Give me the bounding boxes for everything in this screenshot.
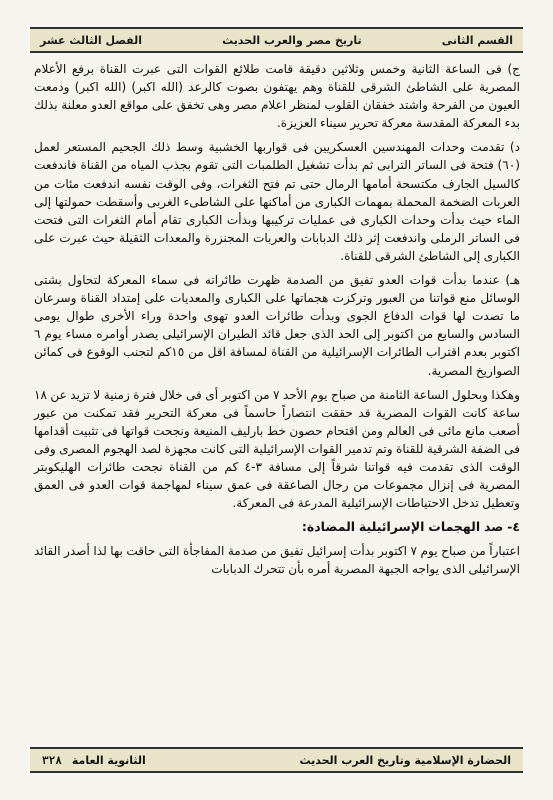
header-section: القسم الثانى	[441, 33, 513, 47]
page-footer	[30, 747, 523, 773]
page-number: ٣٢٨	[42, 753, 62, 767]
paragraph-h: هـ) عندما بدأت قوات العدو تفيق من الصدمة ظهرت طائراته فى سماء المعركة لتحاول بشتى الوسائل منع قواتنا من العبور وتركزت هجماتها على الكبارى والمعديات على إمتداد القناة وسرعان ما تصدت لها قوات الدفاع الجوى وبدأت طائرات العدو تهوى واحدة وراء الأخرى طوال يومى السادس والسابع من اكتوبر إلى الحد الذى جعل قائد الطيران الإسرائيلى يصدر أوامره مساء يوم ٦ اكتوبر بعدم اقتراب الطائرات الإسرائيلية من القناة لمسافة اقل من ١٥كم لتجنب الوقوع فى كمائن الصواريخ المصرية.	[34, 273, 520, 378]
footer-book-title: الحضارة الإسلامية وتاريخ العرب الحديث	[299, 753, 511, 767]
header-title: تاريخ مصر والعرب الحديث	[222, 33, 362, 47]
header-chapter: الفصل الثالث عشر	[40, 33, 142, 47]
paragraph-c: ج) فى الساعة الثانية وخمس وثلاثين دقيقة قامت طلائع القوات التى عبرت القناة برفع الأعلام المصرية على الشاطئ الشرقى للقناة وهم يهتفون بصوت كالرعد (الله اكبر) (الله اكبر) ودمعت العيون من الفرحة واشتد خفقان القلوب لمنظر اعلام مصر وهى تخفق على مواقع العدو معلنة بذلك بدء المعركة المقدسة معركة تحرير سيناء العزيزة.	[34, 62, 520, 131]
footer-left	[42, 754, 146, 767]
section-heading: ٤- صد الهجمات الإسرائيلية المضادة:	[301, 519, 520, 535]
footer-right	[300, 754, 512, 767]
page-header	[30, 27, 523, 53]
paragraph-d: د) تقدمت وحدات المهندسين العسكريين فى قواربها الخشبية وسط ذلك الجحيم المستعر لعمل (٦٠) فتحة فى الساتر الترابى ثم بدأت تشغيل الطلمبات التى تقوم بجذب المياه من القناة فاندفعت كالسيل الجارف مكتسحة أمامها الرمال حتى تم فتح الثغرات، وفى الوقت نفسه اندفعت مئات من العربات الضخمة المحملة بمهمات الكبارى من أماكنها على الشاطىء الغربى وأسقطت حمولتها إلى الماء حيث بدأت وحدات الكبارى فى عمليات تركيبها وبدأت الكبارى تقام أمام الثغرات التى فتحت فى الساتر الرملى واندفعت إثر ذلك الدبابات والعربات المجنزرة والمعدات الثقيلة حيث عبرت على الكبارى إلى الشاطئ الشرقى للقناة.	[34, 140, 520, 263]
page-body	[34, 60, 520, 585]
paragraph-counterattacks: اعتباراً من صباح يوم ٧ اكتوبر بدأت إسرائيل تفيق من صدمة المفاجأة التى حاقت بها لذا أصدر القائد الإسرائيلى الذى يواجه الجبهة المصرية أمره بأن تتحرك الدبابات	[34, 544, 520, 577]
footer-grade: الثانوية العامة	[71, 753, 146, 767]
paragraph-summary: وهكذا وبحلول الساعة الثامنة من صباح يوم الأحد ٧ من اكتوبر أى فى خلال فترة زمنية لا تزيد عن ١٨ ساعة كانت القوات المصرية قد حققت انتصاراً حاسماً فى معركة التحرير فقد تمكنت من عبور أصعب مانع مائى فى العالم ومن اقتحام حصون خط بارليف المنيعة ونجحت قواتها فى تثبيت أقدامها فى الضفة الشرقية للقناة وتم تدمير القوات الإسرائيلية التى كانت مجهزة لصد الهجوم المصرى وفى الوقت الذى تقدمت فيه قواتنا شرقاً إلى مسافة ٣-٤ كم من القناة نجحت طائرات الهليكوبتر المصرية فى إنزال مجموعات من رجال الصاعقة فى عمق سيناء لمهاجمة قوات العدو فى العمق وتعطيل تدخل الاحتياطات الإسرائيلية المدرعة فى المعركة.	[34, 387, 520, 511]
